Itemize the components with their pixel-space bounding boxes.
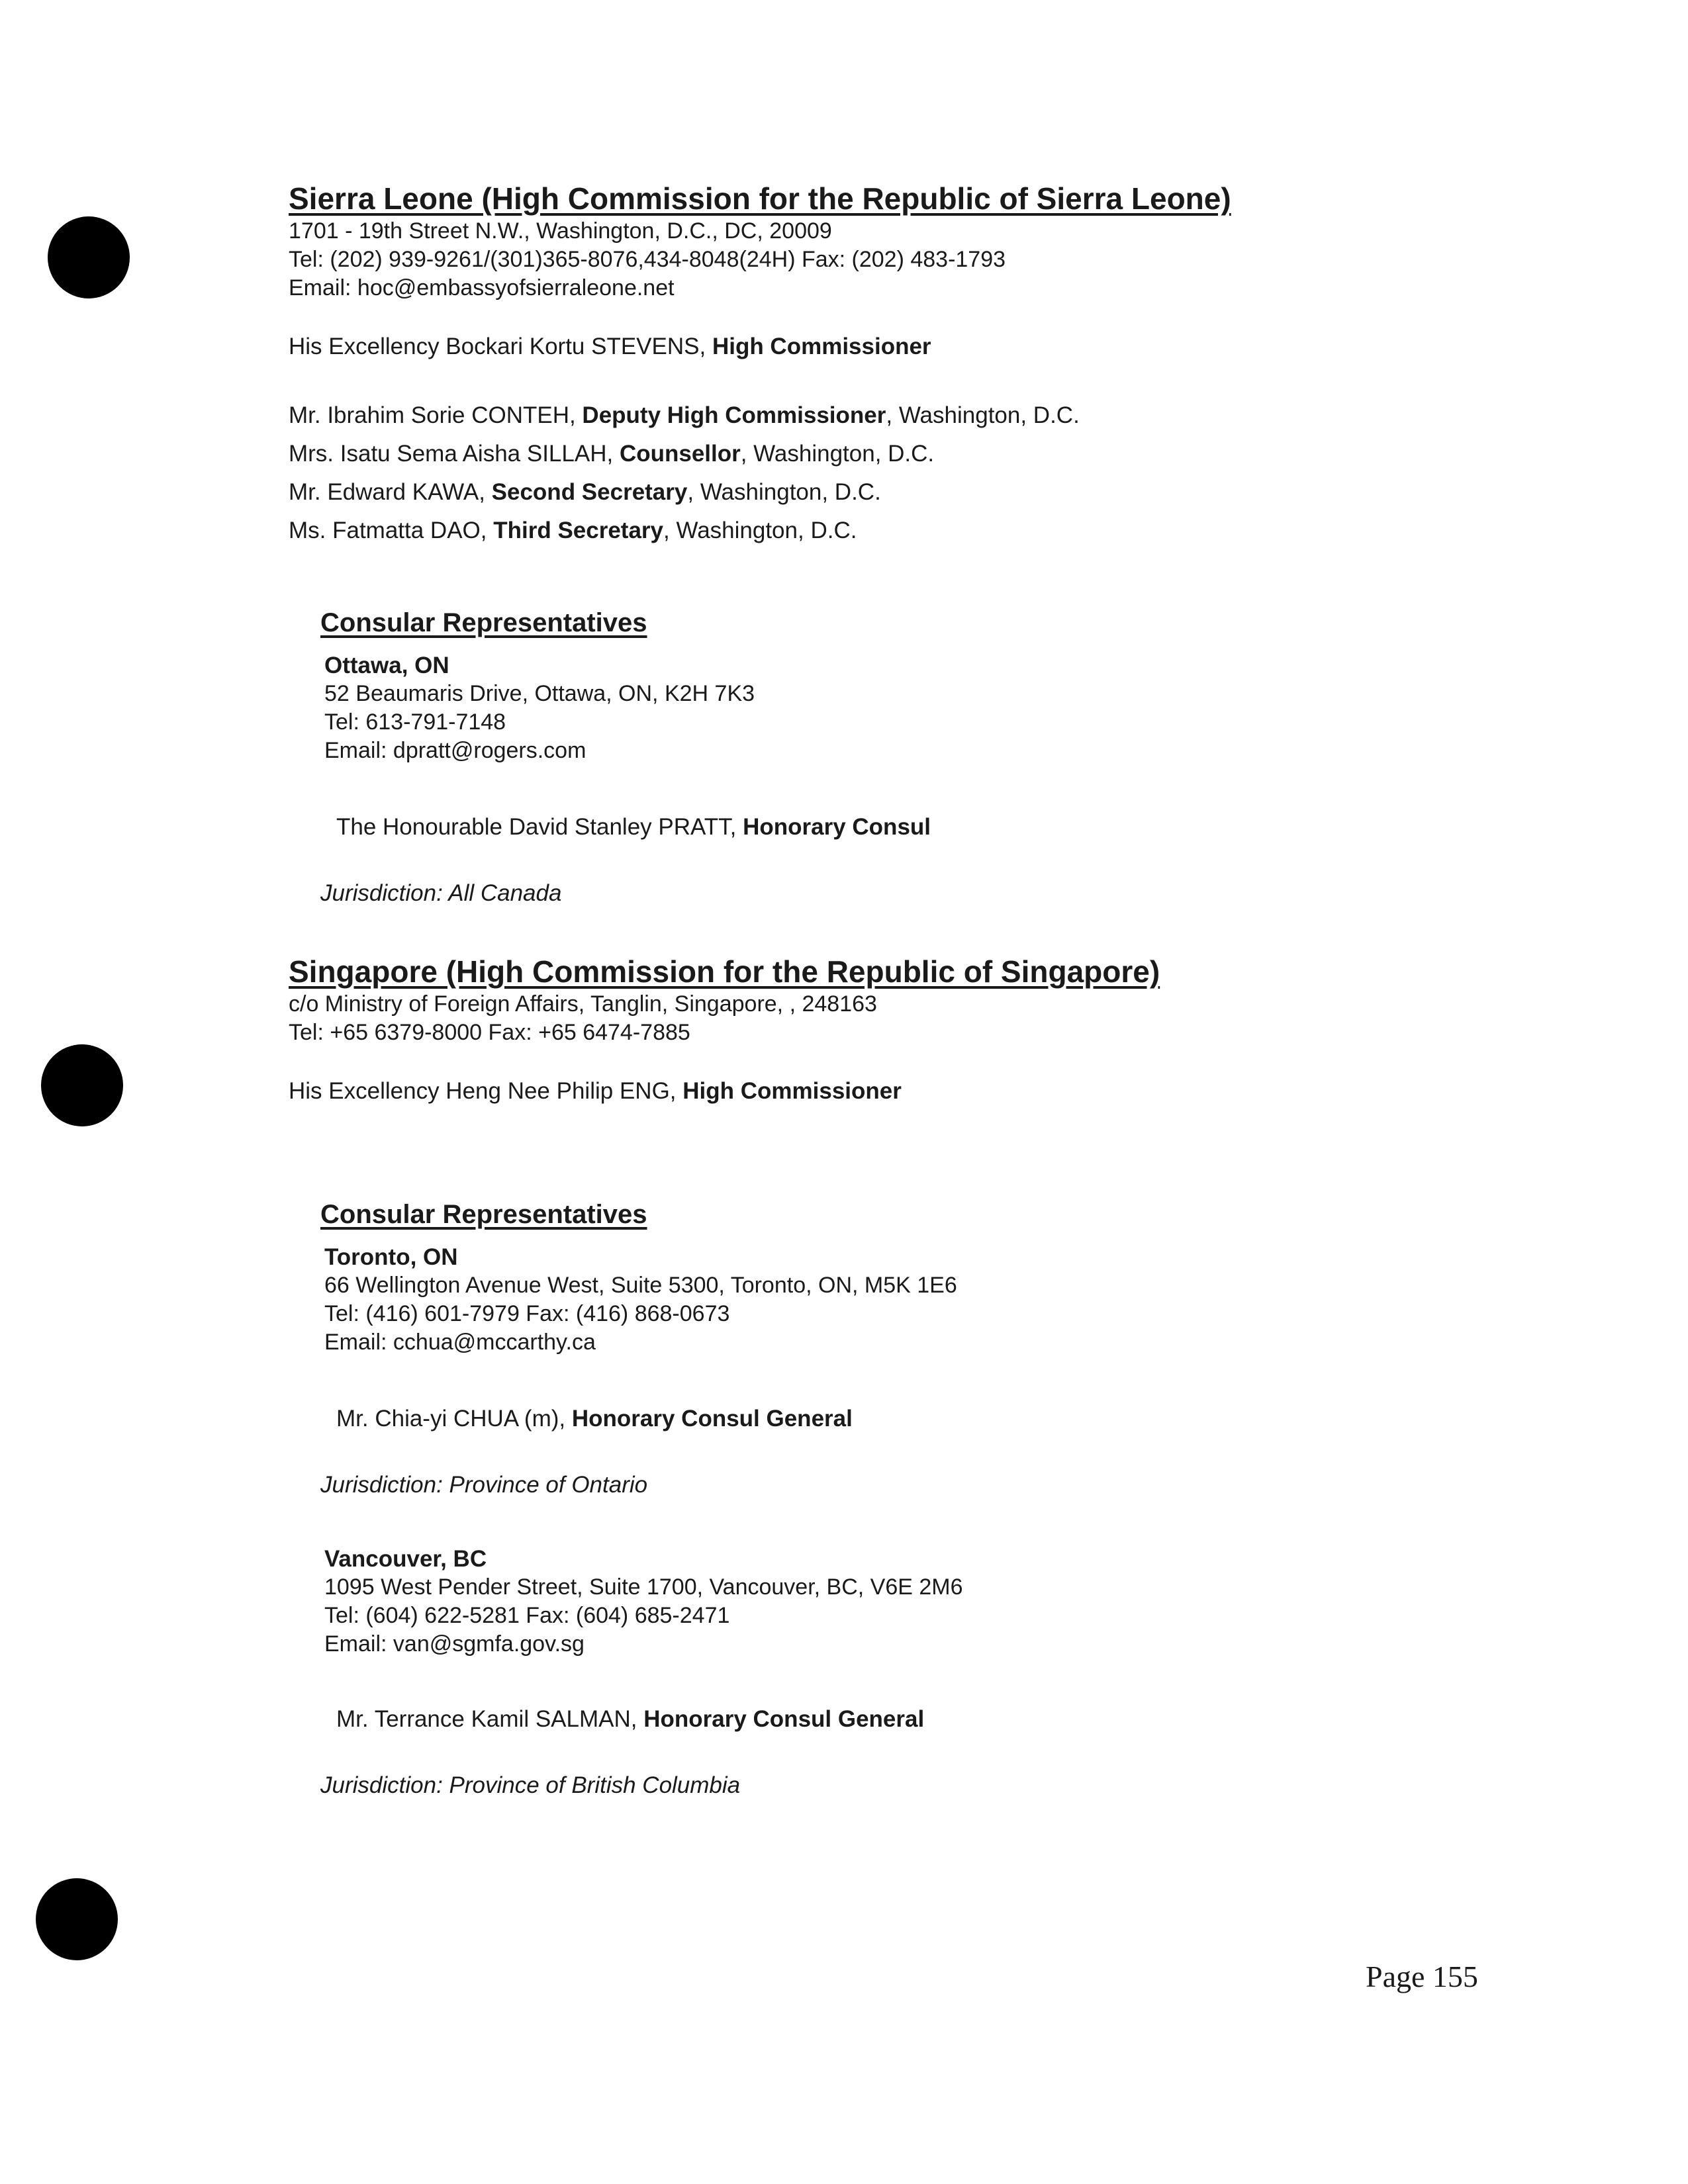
person-name: Mr. Edward KAWA, bbox=[289, 479, 492, 505]
entry-title: Sierra Leone (High Commission for the Republic of Sierra Leone) bbox=[289, 181, 1231, 216]
person-title: Third Secretary bbox=[493, 518, 664, 543]
office-email: Email: dpratt@rogers.com bbox=[324, 738, 586, 763]
entry-title: Singapore (High Commission for the Republic of Singapore) bbox=[289, 954, 1160, 989]
person-name: Ms. Fatmatta DAO, bbox=[289, 518, 494, 543]
consular-office-vancouver bbox=[324, 1545, 1516, 1659]
staff-item bbox=[289, 512, 1546, 550]
consular-representative bbox=[336, 1705, 924, 1734]
person-title: Counsellor bbox=[619, 441, 741, 467]
office-phone: Tel: (604) 622-5281 Fax: (604) 685-2471 bbox=[324, 1603, 730, 1628]
person-location: , Washington, D.C. bbox=[687, 479, 881, 505]
consular-office-ottawa bbox=[324, 651, 1516, 765]
entry-sierra-leone bbox=[289, 180, 1546, 550]
entry-singapore bbox=[289, 953, 1546, 1111]
person-name: Mr. Ibrahim Sorie CONTEH, bbox=[289, 402, 583, 428]
person-name: Mr. Chia-yi CHUA (m), bbox=[336, 1406, 572, 1432]
person-title: Deputy High Commissioner bbox=[582, 402, 886, 428]
mission-address: 1701 - 19th Street N.W., Washington, D.C., DC, 20009 bbox=[289, 218, 832, 244]
consular-representative bbox=[336, 1404, 853, 1433]
person-name: The Honourable David Stanley PRATT, bbox=[336, 814, 743, 840]
jurisdiction: Jurisdiction: Province of Ontario bbox=[320, 1472, 648, 1498]
person-title: High Commissioner bbox=[712, 334, 931, 359]
person-title: Honorary Consul General bbox=[643, 1706, 925, 1732]
mission-phone: Tel: (202) 939-9261/(301)365-8076,434-8048(24H) Fax: (202) 483-1793 bbox=[289, 247, 1006, 272]
staff-item bbox=[289, 473, 1546, 512]
jurisdiction: Jurisdiction: All Canada bbox=[320, 880, 562, 906]
staff-item bbox=[289, 396, 1546, 435]
person-title: Honorary Consul General bbox=[571, 1406, 853, 1432]
person-name: His Excellency Heng Nee Philip ENG, bbox=[289, 1078, 683, 1104]
consular-section bbox=[320, 606, 1512, 639]
office-email: Email: van@sgmfa.gov.sg bbox=[324, 1631, 585, 1657]
office-address: 1095 West Pender Street, Suite 1700, Vancouver, BC, V6E 2M6 bbox=[324, 1574, 963, 1600]
person-location: , Washington, D.C. bbox=[663, 518, 857, 543]
head-of-mission bbox=[289, 1072, 1546, 1111]
binder-hole-top bbox=[48, 216, 130, 298]
office-address: 66 Wellington Avenue West, Suite 5300, Toronto, ON, M5K 1E6 bbox=[324, 1273, 957, 1298]
binder-hole-middle bbox=[41, 1044, 123, 1126]
jurisdiction: Jurisdiction: Province of British Columbia bbox=[320, 1772, 741, 1798]
office-email: Email: cchua@mccarthy.ca bbox=[324, 1330, 596, 1355]
person-title: Honorary Consul bbox=[743, 814, 931, 840]
person-location: , Washington, D.C. bbox=[886, 402, 1080, 428]
binder-hole-bottom bbox=[36, 1878, 118, 1960]
person-title: Second Secretary bbox=[491, 479, 688, 505]
staff-list bbox=[289, 396, 1546, 550]
head-of-mission bbox=[289, 328, 1546, 366]
person-title: High Commissioner bbox=[682, 1078, 902, 1104]
office-phone: Tel: 613-791-7148 bbox=[324, 709, 506, 735]
office-city: Toronto, ON bbox=[324, 1244, 458, 1270]
office-city: Ottawa, ON bbox=[324, 653, 449, 678]
mission-email: Email: hoc@embassyofsierraleone.net bbox=[289, 275, 675, 300]
mission-address: c/o Ministry of Foreign Affairs, Tanglin, Singapore, , 248163 bbox=[289, 991, 877, 1017]
person-name: Mr. Terrance Kamil SALMAN, bbox=[336, 1706, 644, 1732]
mission-phone: Tel: +65 6379-8000 Fax: +65 6474-7885 bbox=[289, 1020, 690, 1045]
person-location: , Washington, D.C. bbox=[740, 441, 935, 467]
office-address: 52 Beaumaris Drive, Ottawa, ON, K2H 7K3 bbox=[324, 681, 755, 706]
office-city: Vancouver, BC bbox=[324, 1546, 487, 1572]
consular-heading: Consular Representatives bbox=[320, 608, 647, 637]
person-name: His Excellency Bockari Kortu STEVENS, bbox=[289, 334, 712, 359]
consular-heading: Consular Representatives bbox=[320, 1200, 647, 1229]
staff-item bbox=[289, 435, 1546, 473]
consular-representative bbox=[336, 813, 931, 842]
consular-section bbox=[320, 1198, 1512, 1231]
person-name: Mrs. Isatu Sema Aisha SILLAH, bbox=[289, 441, 620, 467]
consular-office-toronto bbox=[324, 1243, 1516, 1357]
page-number: Page 155 bbox=[1366, 1960, 1478, 1993]
office-phone: Tel: (416) 601-7979 Fax: (416) 868-0673 bbox=[324, 1301, 730, 1326]
